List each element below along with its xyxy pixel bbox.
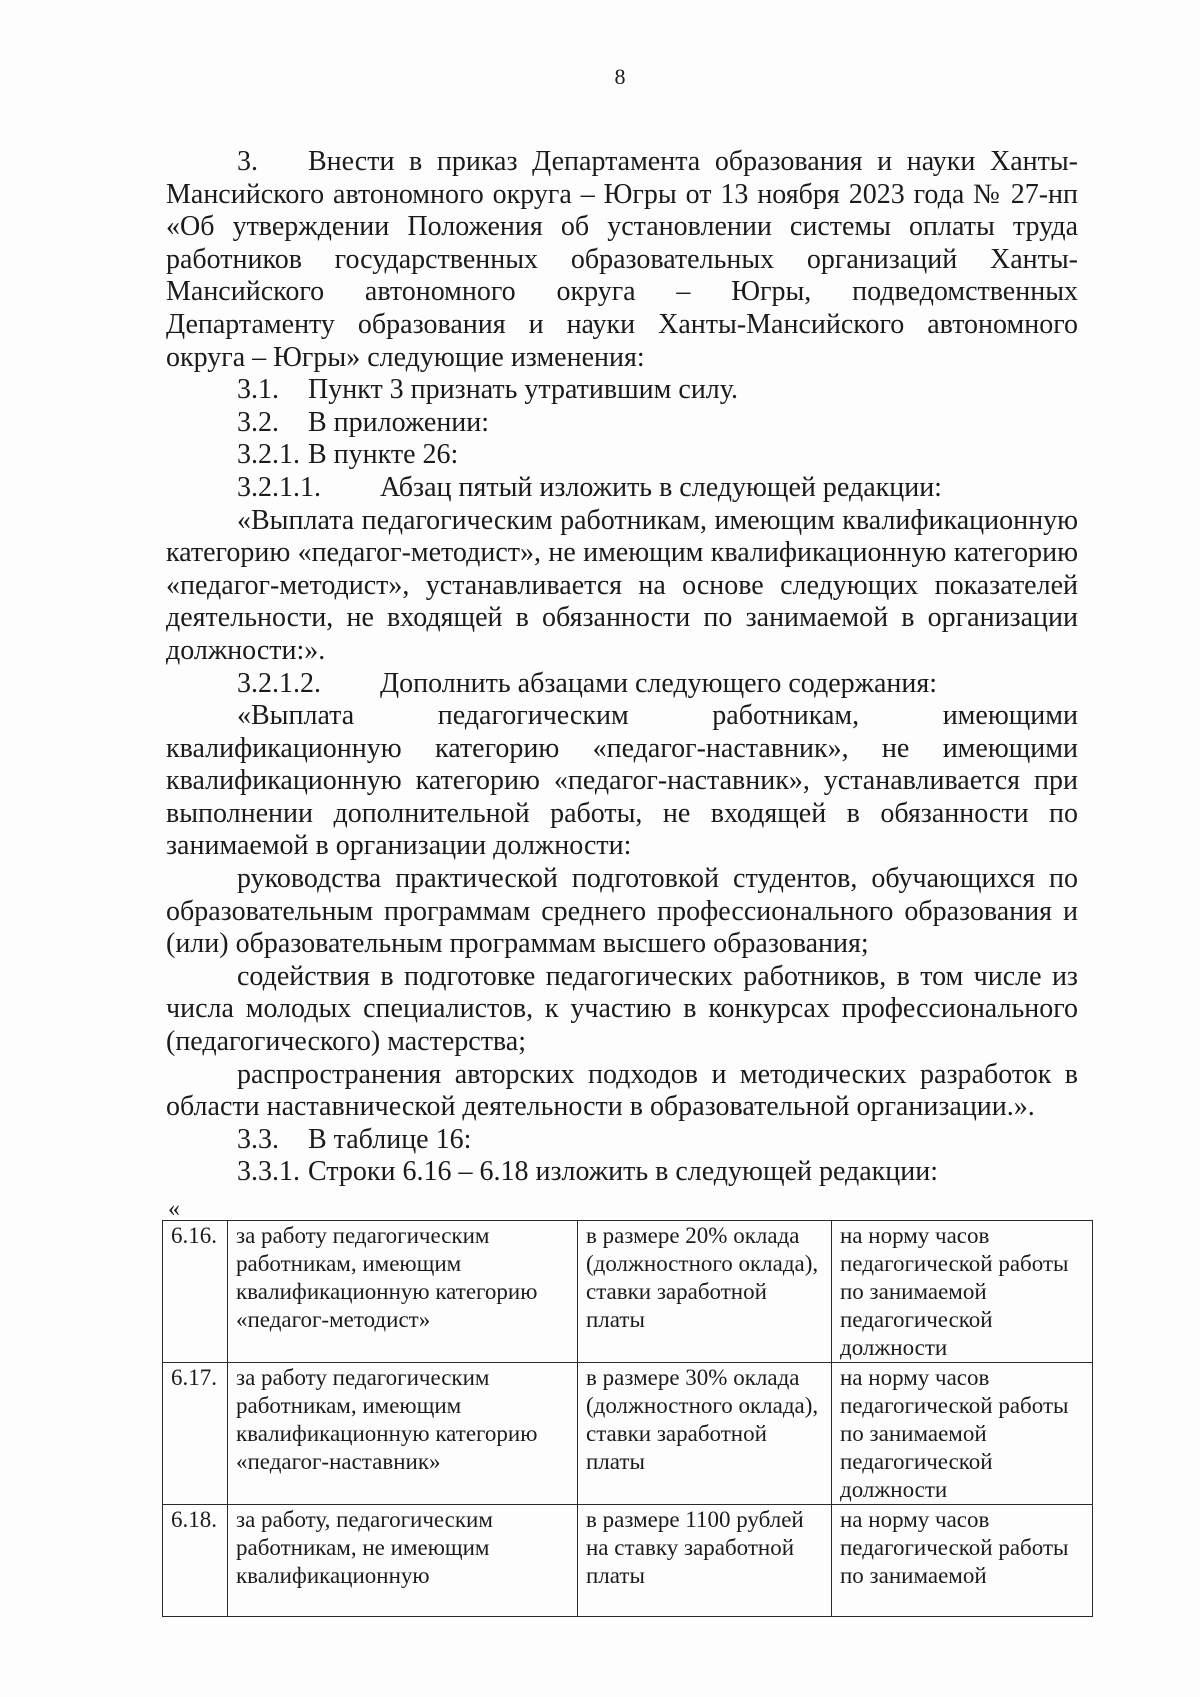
paragraph-3-2-1 xyxy=(166,439,1078,472)
amount-cell: в размере 20% оклада (должностного оклада), ставки заработной платы xyxy=(578,1221,832,1363)
paragraph-quote-methodist xyxy=(166,505,1078,668)
paragraph-text: В приложении: xyxy=(308,406,490,438)
opening-quote-mark: « xyxy=(168,1196,180,1222)
item-number: 3.2.1.1. xyxy=(237,471,321,503)
paragraph-3-3-1 xyxy=(166,1156,1078,1189)
paragraph-text: Дополнить абзацами следующего содержания: xyxy=(380,667,938,699)
item-number: 3.1. xyxy=(237,374,279,406)
page-number: 8 xyxy=(614,64,626,89)
amount-cell: в размере 1100 рублей на ставку заработной платы xyxy=(578,1505,832,1617)
description-cell: за работу, педагогическим работникам, не имеющим квалификационную xyxy=(228,1505,578,1617)
paragraph-3-3 xyxy=(166,1124,1078,1157)
paragraph-text: распространения авторских подходов и методических разработок в области наставнической деятельности в образовательной организации.». xyxy=(166,1058,1078,1123)
basis-cell: на норму часов педагогической работы по занимаемой xyxy=(832,1505,1093,1617)
paragraph-text: «Выплата педагогическим работникам, имеющим квалификационную категорию «педагог-методист», не имеющим квалификационную категорию «педагог-методист», устанавливается на основе следующих показателей деятельности, не входящей в обязанности по занимаемой в организации должности:». xyxy=(166,504,1078,666)
paragraph-text: руководства практической подготовкой студентов, обучающихся по образовательным программам среднего профессионального образования и (или) образовательным программам высшего образования; xyxy=(166,863,1078,960)
paragraph-3-1 xyxy=(166,374,1078,407)
item-number: 3.2.1.2. xyxy=(237,667,321,699)
paragraph-quote-mentor xyxy=(166,700,1078,863)
item-number: 3.3.1. xyxy=(237,1156,300,1188)
row-number-cell: 6.16. xyxy=(163,1221,228,1363)
document-body xyxy=(166,146,1078,1189)
paragraph-3-2-1-1 xyxy=(166,472,1078,505)
row-number-cell: 6.18. xyxy=(163,1505,228,1617)
paragraph-text: Пункт 3 признать утратившим силу. xyxy=(308,374,738,406)
paragraph-3-2 xyxy=(166,407,1078,440)
paragraph-3-2-1-2 xyxy=(166,668,1078,701)
table-row xyxy=(163,1363,1093,1505)
item-number: 3.2.1. xyxy=(237,439,300,471)
description-cell: за работу педагогическим работникам, имеющим квалификационную категорию «педагог-методист» xyxy=(228,1221,578,1363)
description-cell: за работу педагогическим работникам, имеющим квалификационную категорию «педагог-наставник» xyxy=(228,1363,578,1505)
table-row xyxy=(163,1505,1093,1617)
paragraph-3 xyxy=(166,146,1078,374)
item-number: 3.2. xyxy=(237,406,279,438)
paragraph-text: Абзац пятый изложить в следующей редакции: xyxy=(380,471,942,503)
item-number: 3. xyxy=(237,146,258,177)
item-number: 3.3. xyxy=(237,1123,279,1155)
basis-cell: на норму часов педагогической работы по занимаемой педагогической должности xyxy=(832,1221,1093,1363)
basis-cell: на норму часов педагогической работы по занимаемой педагогической должности xyxy=(832,1363,1093,1505)
paragraph-text: содействия в подготовке педагогических работников, в том числе из числа молодых специалистов, к участию в конкурсах профессионального (педагогического) мастерства; xyxy=(166,960,1078,1058)
row-number-cell: 6.17. xyxy=(163,1363,228,1505)
amount-cell: в размере 30% оклада (должностного оклада), ставки заработной платы xyxy=(578,1363,832,1505)
paragraph-text: В пункте 26: xyxy=(308,439,459,471)
paragraph-dissemination xyxy=(166,1059,1078,1124)
table-row xyxy=(163,1221,1093,1363)
paragraph-practice xyxy=(166,863,1078,961)
paragraph-text: «Выплата педагогическим работникам, имеющими квалификационную категорию «педагог-наставник», не имеющими квалификационную категорию «педагог-наставник», устанавливается при выполнении дополнительной работы, не входящей в обязанности по занимаемой в организации должности: xyxy=(166,700,1078,862)
paragraph-text: Внести в приказ Департамента образования и науки Ханты-Мансийского автономного округа – Югры от 13 ноября 2023 года № 27-нп «Об утверждении Положения об установлении системы оплаты труда работников государственных образовательных организаций Ханты-Мансийского автономного округа – Югры, подведомственных Департаменту образования и науки Ханты-Мансийского автономного округа – Югры» следующие изменения: xyxy=(166,146,1078,373)
amendment-table xyxy=(162,1220,1093,1617)
paragraph-text: Строки 6.16 – 6.18 изложить в следующей редакции: xyxy=(308,1156,939,1188)
paragraph-contests xyxy=(166,961,1078,1059)
paragraph-text: В таблице 16: xyxy=(308,1123,472,1155)
